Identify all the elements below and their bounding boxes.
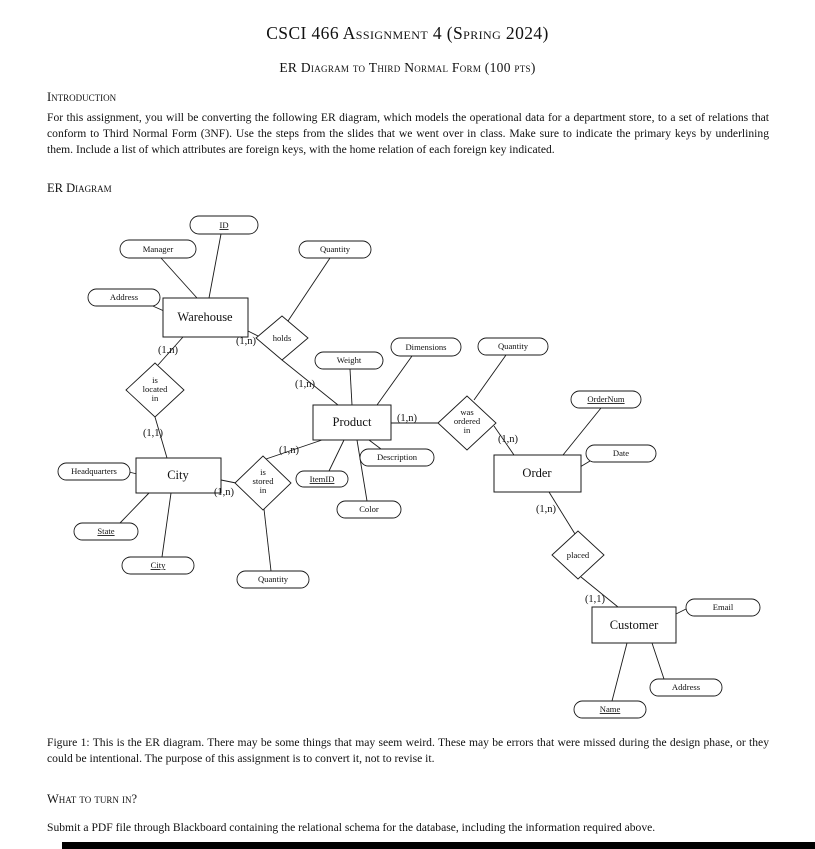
- cardinality-product-is-stored-in: (1,n): [278, 445, 300, 456]
- introduction-paragraph: For this assignment, you will be converting the following ER diagram, which models the operational data for a department store, to a set of relations that conform to Third Normal Form (3NF). Use the steps from the slides that we went over in class. Make sure to indicate the primary keys by underlining them. Include a list of which attributes are foreign keys, with the home relation of each foreign key indicated.: [47, 111, 769, 157]
- attribute-dimensions: [391, 338, 461, 356]
- er-diagram-heading: ER Diagram: [47, 181, 112, 195]
- placed-label: placed: [566, 550, 590, 560]
- address-customer-connector: [652, 643, 664, 679]
- state-city-connector: [120, 493, 149, 523]
- entity-city: [136, 458, 221, 493]
- product-label: Product: [332, 415, 372, 429]
- attribute-quantity-was-ordered: [478, 338, 548, 355]
- cardinality-product-was-ordered-in: (1,n): [396, 413, 418, 424]
- bottom-bar: [62, 842, 815, 849]
- is-located-in-label-line1: is: [152, 375, 158, 385]
- attribute-city-name: [122, 557, 194, 574]
- is-stored-in-label-line1: is: [260, 467, 266, 477]
- ordernum-label: OrderNum: [587, 394, 625, 404]
- is-located-in-label-line3: in: [151, 393, 159, 403]
- attribute-warehouse-address: [88, 289, 160, 306]
- itemid-product-connector: [329, 440, 344, 471]
- state-label: State: [97, 526, 115, 536]
- document-subtitle: ER Diagram to Third Normal Form (100 pts): [279, 60, 536, 75]
- dimensions-label: Dimensions: [405, 342, 447, 352]
- introduction-heading: Introduction: [47, 90, 117, 104]
- warehouse-label: Warehouse: [177, 310, 233, 324]
- description-product-connector: [369, 440, 381, 449]
- cardinality-warehouse-holds: (1,n): [235, 336, 257, 347]
- relationship-is-stored-in: [235, 456, 291, 510]
- warehouse-id-label: ID: [219, 220, 229, 230]
- date-label: Date: [612, 448, 630, 458]
- attribute-date: [586, 445, 656, 462]
- attribute-ordernum: [571, 391, 641, 408]
- itemid-label: ItemID: [309, 474, 335, 484]
- relationship-holds: [256, 316, 308, 360]
- email-label: Email: [712, 602, 734, 612]
- warehouse-address-label: Address: [109, 292, 139, 302]
- figure-caption: Figure 1: This is the ER diagram. There may be some things that may seem weird. These may be errors that were missed during the design phase, or they could be intentional. The purpose of this assignment is to convert it, not to revise it.: [47, 736, 769, 766]
- cardinality-order-placed: (1,n): [535, 504, 557, 515]
- relationship-placed: [552, 531, 604, 579]
- attribute-color: [337, 501, 401, 518]
- is-stored-in-quantity-connector: [264, 509, 271, 571]
- cardinality-customer-placed: (1,1): [584, 594, 606, 605]
- attribute-headquarters: [58, 463, 130, 480]
- attribute-quantity-stored: [237, 571, 309, 588]
- holds-label: holds: [272, 333, 292, 343]
- attribute-description: [360, 449, 434, 466]
- city-name-label: City: [150, 560, 166, 570]
- was-ordered-in-label-line3: in: [463, 425, 471, 435]
- attribute-itemid: [296, 471, 348, 487]
- entity-warehouse: [163, 298, 248, 337]
- what-to-turn-in-paragraph: Submit a PDF file through Blackboard containing the relational schema for the database, including the information required above.: [47, 821, 656, 834]
- description-label: Description: [376, 452, 418, 462]
- headquarters-label: Headquarters: [71, 466, 117, 476]
- attribute-customer-name: [574, 701, 646, 718]
- city-label: City: [167, 468, 189, 482]
- cardinality-product-holds: (1,n): [294, 379, 316, 390]
- is-stored-in-label-line2: stored: [252, 476, 274, 486]
- was-ordered-in-label-line2: ordered: [453, 416, 481, 426]
- weight-product-connector: [350, 369, 352, 405]
- attribute-quantity-holds: [299, 241, 371, 258]
- relationship-was-ordered-in: [438, 396, 496, 450]
- manager-label: Manager: [142, 244, 174, 254]
- customer-label: Customer: [609, 618, 659, 632]
- attribute-email: [686, 599, 760, 616]
- email-customer-connector: [676, 609, 686, 614]
- what-to-turn-in-heading: What to turn in?: [47, 792, 138, 806]
- is-located-in-label-line2: located: [142, 384, 168, 394]
- name-customer-connector: [612, 643, 627, 701]
- id-warehouse-connector: [209, 234, 221, 298]
- customer-address-label: Address: [671, 682, 701, 692]
- quantity-holds-label: Quantity: [319, 244, 351, 254]
- attribute-state: [74, 523, 138, 540]
- attribute-weight: [315, 352, 383, 369]
- relationship-is-located-in: [126, 363, 184, 417]
- entity-order: [494, 455, 581, 492]
- customer-name-label: Name: [599, 704, 621, 714]
- attribute-customer-address: [650, 679, 722, 696]
- quantity-stored-label: Quantity: [257, 574, 289, 584]
- was-ordered-in-label-line1: was: [460, 407, 474, 417]
- quantity-was-ordered-in-connector: [474, 355, 506, 400]
- cardinality-city-is-stored-in: (1,n): [213, 487, 235, 498]
- is-stored-in-label-line3: in: [259, 485, 267, 495]
- entity-customer: [592, 607, 676, 643]
- manager-warehouse-connector: [161, 258, 197, 298]
- cardinality-warehouse-is-located-in: (1,n): [157, 345, 179, 356]
- quantity-was-ordered-label: Quantity: [497, 341, 529, 351]
- quantity-holds-connector: [288, 258, 330, 321]
- entity-product: [313, 405, 391, 440]
- document-title: CSCI 466 Assignment 4 (Spring 2024): [266, 23, 549, 43]
- attribute-warehouse-id: [190, 216, 258, 234]
- cardinality-city-is-located-in: (1,1): [142, 428, 164, 439]
- attribute-manager: [120, 240, 196, 258]
- cardinality-order-was-ordered-in: (1,n): [497, 434, 519, 445]
- city-attribute-city-connector: [162, 493, 171, 557]
- weight-label: Weight: [336, 355, 362, 365]
- city-is-stored-in-connector: [221, 480, 236, 483]
- color-label: Color: [359, 504, 379, 514]
- order-label: Order: [522, 466, 552, 480]
